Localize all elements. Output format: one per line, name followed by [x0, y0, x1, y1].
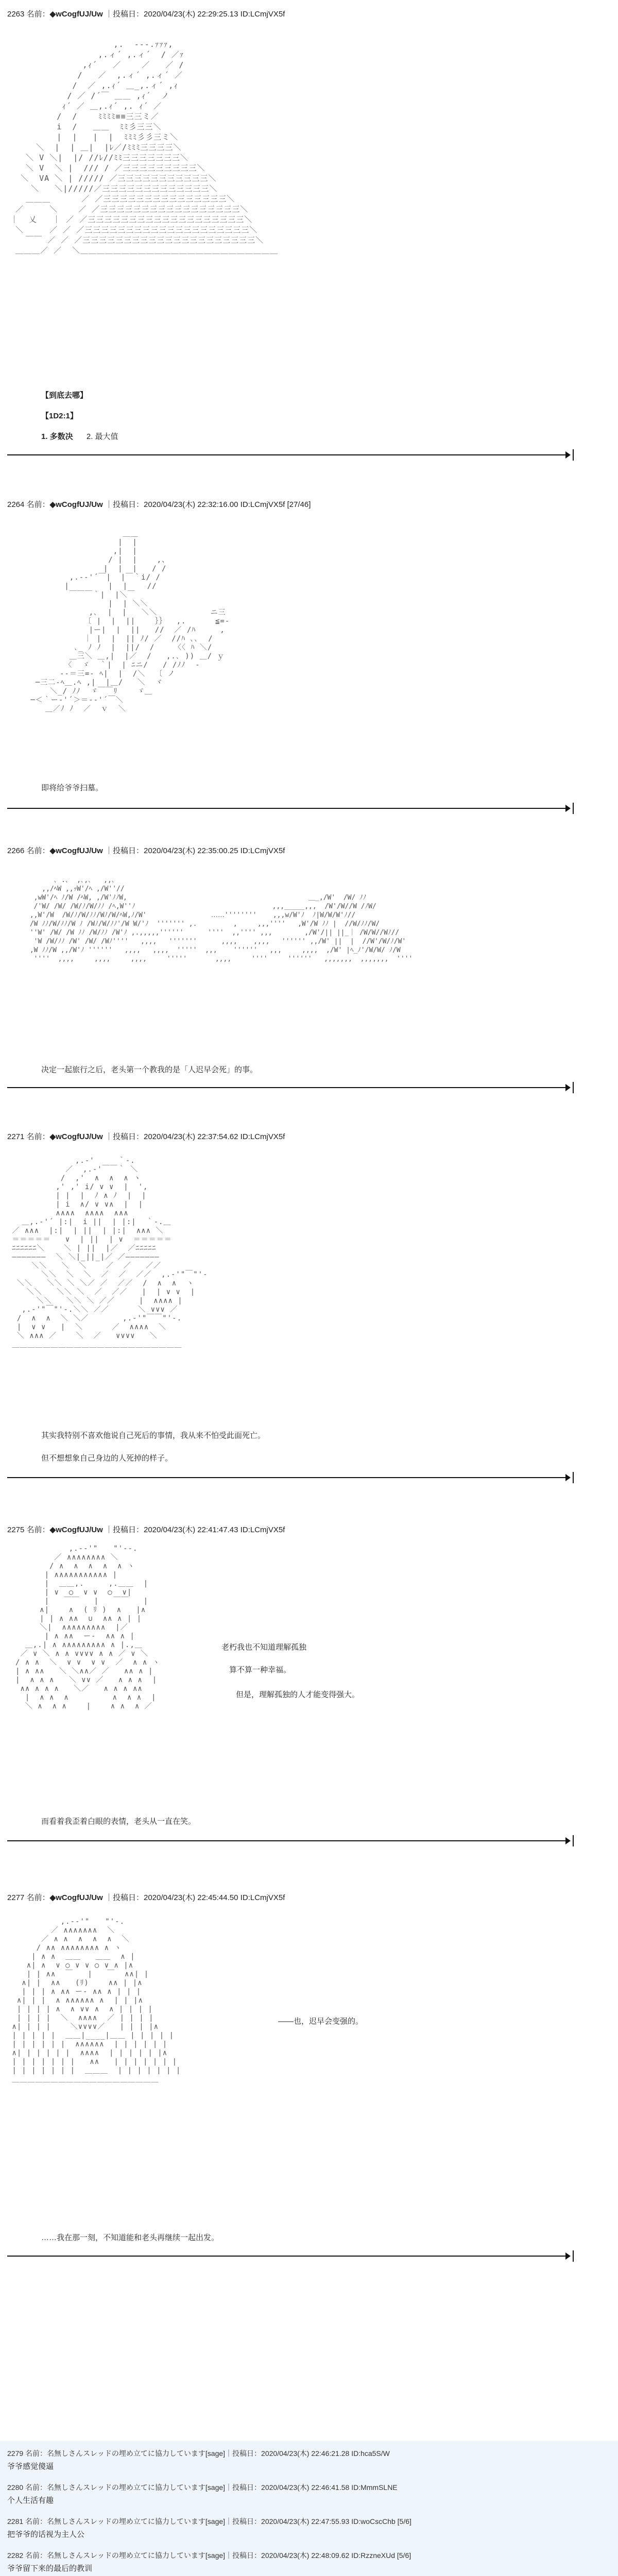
- comment-2282: [7, 2550, 610, 2573]
- post-date: 2020/04/23(木) 22:32:16.00: [144, 500, 238, 509]
- comment-number: 2280: [7, 2483, 24, 2492]
- post-options: [41, 431, 118, 442]
- ascii-art-hat-figure: ,. --‐.ｧｧｧ, ,.ィ´ ,.ィ´ / ／ｧ ,ｨ´ ／ ／ ／ / / ／ ,.ィ´ ,.ィ´ ／ / ／ ,.ｨ´ ＿_,.ィ´ ,ｨ / ／ /´￣ ＿＿ ,ｨ´ ノ ｨ´ ／ ＿,.ｨ´ ,. ｨ´ ／ / / ﾐﾐﾐﾐ≡≡三三ミ／ i / ＿＿ ﾐﾐ彡三三＼ | | | | ﾐﾐﾐ彡彡三ミ＼ ＼ | | ＿| |ﾚ／/ﾐﾐﾐ三三三三＼ ＼ V ＼| |/ //ﾚ//ﾐﾐ三三三三三三三＼ ＼ V ＼ | /// / ／三三三三三三三三三＼ ＼ VA ＼ | ///// ／三三三三三三三三三三三＼ ＼ ＼|/////／三三三三三三三三三三三三三＼ ＿＿＿ ／ ／三三三三三三三三三三三三三三三＼ ／ ＼ ／ ／三三三三三三三三三三三三三三三三三＼ ｜ 乂 ｜ ／ ／三三三三三三三三三三三三三三三三三三三＼ ＼ ／ ／ ／三三三三三三三三三三三三三三三三三三三三＼ ￣￣ ／ ／ ／三三三三三三三三三三三三三三三三三三三三三＼ ＿＿＿／ ／ ＼＿＿＿＿＿＿＿＿＿＿＿＿＿＿＿＿＿＿＿＿＿＿＿＿: [10, 40, 279, 255]
- poster-trip[interactable]: ◆wCogfUJ/Uw: [49, 1526, 103, 1534]
- commenter-name: 名無しさんスレッドの埋め立てに協力しています: [47, 2449, 205, 2458]
- dialogue-line: 但是，理解孤独的人才能变得强大。: [236, 1690, 360, 1699]
- post-number: 2264: [7, 500, 25, 509]
- name-label: 名前: [26, 500, 42, 509]
- name-label: 名前: [26, 10, 42, 19]
- poster-trip[interactable]: ◆wCogfUJ/Uw: [49, 1893, 103, 1902]
- post-text-line: ……我在那一刻，不知道能和老头再继续一起出发。: [41, 2233, 219, 2242]
- sage-tag: [sage]: [205, 2449, 226, 2458]
- name-label: 名前: [26, 846, 42, 855]
- post-header: 2264 名前：◆wCogfUJ/Uw ｜投稿日：2020/04/23(木) 22:32:16.00 ID:LCmjVX5f [27/46]: [7, 500, 311, 509]
- post-text-line: 即将给爷爷扫墓。: [41, 784, 104, 792]
- poster-trip[interactable]: ◆wCogfUJ/Uw: [49, 1132, 103, 1141]
- post-date: 2020/04/23(木) 22:41:47.43: [144, 1526, 238, 1534]
- poster-trip[interactable]: ◆wCogfUJ/Uw: [49, 500, 103, 509]
- commenter-name: 名無しさんスレッドの埋め立てに協力しています: [47, 2483, 205, 2492]
- post-divider: [7, 1840, 569, 1841]
- post-header: 2266 名前：◆wCogfUJ/Uw ｜投稿日：2020/04/23(木) 22:35:00.25 ID:LCmjVX5f: [7, 846, 285, 855]
- comment-date: 2020/04/23(木) 22:46:21.28: [261, 2449, 350, 2458]
- sage-tag: [sage]: [205, 2517, 226, 2526]
- name-label: 名前: [26, 1526, 42, 1534]
- post-date: 2020/04/23(木) 22:45:44.50: [144, 1893, 238, 1902]
- dialogue-line: 算不算一种幸福。: [229, 1666, 291, 1674]
- option-1: 1. 多数决: [41, 432, 73, 441]
- comment-list: [0, 2441, 618, 2576]
- post-divider: [7, 808, 569, 809]
- comment-text: 个人生活有趣: [7, 2496, 54, 2505]
- poster-trip[interactable]: ◆wCogfUJ/Uw: [49, 846, 103, 855]
- post-divider: [7, 1087, 569, 1088]
- date-label: 投稿日: [112, 846, 136, 855]
- post-text-line: 决定一起旅行之后，老头第一个教我的是「人迟早会死」的事。: [41, 1065, 258, 1074]
- comment-header: 2280 名前：名無しさんスレッドの埋め立てに協力しています[sage]｜投稿日：2020/04/23(木) 22:46:41.58 ID:MmmSLNE: [7, 2483, 398, 2492]
- date-label: 投稿日: [112, 1132, 136, 1141]
- post-divider: [7, 1477, 569, 1478]
- post-text-line: 【到底去哪】: [41, 391, 88, 400]
- post-date: 2020/04/23(木) 22:37:54.62: [144, 1132, 238, 1141]
- post-divider: [7, 2256, 569, 2257]
- ascii-art-grass-field: ､ .､ ,､,､ ,,､ ,,/ﾍW ,,ｯW'/ﾍ ,/W''// ,wW'/ﾍ ﾉ/W /ﾍW, ,/W'ﾉﾉW, ＿_,/W' /W/ ﾉﾉ /'W/ /W/ /W/ﾉ/W/ﾉﾉ /ﾍ,W''ﾉ ,,,_____,,, /W'/W//W /ﾉW/ ,,W'/W /W/ﾉ/W/ﾉﾉ/Wﾉ/W/ﾍW,ﾉ/W' ‥‥‥'''''''' ,,,w/W'ﾉ ﾉ|W/W/W'ﾉ// /W ﾉﾉ/W/ﾉﾉ/W ﾉ /Wﾉ/W/ﾉﾉ'/W W/'ﾉ ''''''' ,. , ,,,'''' ,W'/W ﾉﾉ | //W/ﾉﾉ/W/ ''W' /W/ /W ﾉﾉ /W/ﾉﾉ /W'ﾉ ,.,,,,,'''''' '''' ,,'''' ,,, ,/W'/|| ||_｜ /W/W//Wﾉ// 'W /W/ﾉﾉ /W' /W/ /Wﾉ'''' ,,,, ''''''' ,,,, ,,,, '''''' ,,/W' || | //W'/W/ﾉ/W' ,W ﾉﾉ/W ,,/W'ﾉ '''''' ,,,, ,,,, ''''' ,,, '''''' ,,, ,,,, ,/W' |ﾍ_ﾉ'/W/W/ ﾉ/W '''' ,,,, ,,,, ,,,, ''''' ,,,, '''' '''''' ,,,,,,, ,,,,,,, '''': [29, 876, 413, 963]
- poster-id[interactable]: ID:LCmjVX5f: [240, 10, 285, 19]
- commenter-name: 名無しさんスレッドの埋め立てに協力しています: [47, 2517, 205, 2526]
- sage-tag: [sage]: [205, 2483, 226, 2492]
- post-number: 2271: [7, 1132, 25, 1141]
- poster-id[interactable]: ID:LCmjVX5f: [240, 1132, 285, 1141]
- post-text-line: 而看着我歪着白眼的表情，老头从一直在笑。: [41, 1817, 196, 1826]
- date-label: 投稿日: [112, 1893, 136, 1902]
- post-number: 2277: [7, 1893, 25, 1902]
- poster-trip[interactable]: ◆wCogfUJ/Uw: [49, 10, 103, 19]
- date-label: 投稿日: [112, 500, 136, 509]
- post-date: 2020/04/23(木) 22:35:00.25: [144, 846, 238, 855]
- date-label: 投稿日: [232, 2551, 254, 2560]
- dialogue-line: 老朽我也不知道理解孤独: [221, 1643, 307, 1652]
- comment-2280: [7, 2482, 610, 2505]
- comment-date: 2020/04/23(木) 22:48:09.62: [261, 2551, 350, 2560]
- comment-text: 把爷爷的话视为主人公: [7, 2530, 85, 2539]
- name-label: 名前: [25, 2483, 40, 2492]
- option-2: 2. 最大值: [86, 432, 118, 441]
- poster-id[interactable]: ID:LCmjVX5f: [240, 1893, 285, 1902]
- poster-id[interactable]: ID:LCmjVX5f [27/46]: [240, 500, 311, 509]
- ascii-art-grave-marker: ＿＿ | | ,| | / | | ,、 | | | / / ,.-‐'´￣| |￣｀i/ / | | | // ￣￣￣｀| |＼￣ | | ＼＼ ,､ | | ＼＼ ニ三 〔 | | || ｝｝ ,. ≦=- |ー| | || // ／ /ﾊ , ｜ | | || ﾉ/ ／ //ﾊ ､､ / ､_ ﾉ ﾉ | ||/ / 〈〈 ﾊ ＼/ ＿三＼ ＿,| |／ / ,.､ )) ＿/ ｙ 〈 ゞ ｀| | ﾆニ/ / /ﾉﾉ ‐ ‐-＝三=‐ ﾍ| | /＼ 〔 ノ ─三二‐ﾍ＿.ﾍ ,| |＿/ ＼ ヾ ＼_/ ﾉﾉ ゞ￣￣ﾘ ゞ＿ ─＜｀ー‐'´＞＝-‐'´￣＼ ＿／ﾉ ﾉ ／ ｖ ＼: [30, 530, 230, 713]
- commenter-name: 名無しさんスレッドの埋め立てに協力しています: [47, 2551, 205, 2560]
- post-number: 2263: [7, 10, 25, 19]
- comment-header: 2282 名前：名無しさんスレッドの埋め立てに協力しています[sage]｜投稿日：2020/04/23(木) 22:48:09.62 ID:RzzneXUd [5/6]: [7, 2551, 411, 2560]
- comment-date: 2020/04/23(木) 22:46:41.58: [261, 2483, 350, 2492]
- commenter-id[interactable]: ID:RzzneXUd [5/6]: [351, 2551, 411, 2560]
- post-text-line: 【1D2:1】: [41, 412, 78, 420]
- comment-date: 2020/04/23(木) 22:47:55.93: [261, 2517, 350, 2526]
- name-label: 名前: [25, 2551, 40, 2560]
- post-number: 2275: [7, 1526, 25, 1534]
- comment-header: 2279 名前：名無しさんスレッドの埋め立てに協力しています[sage]｜投稿日：2020/04/23(木) 22:46:21.28 ID:hca5S/W: [7, 2449, 390, 2458]
- post-header: 2275 名前：◆wCogfUJ/Uw ｜投稿日：2020/04/23(木) 22:41:47.43 ID:LCmjVX5f: [7, 1526, 285, 1534]
- date-label: 投稿日: [232, 2449, 254, 2458]
- comment-2281: [7, 2516, 610, 2539]
- comment-number: 2281: [7, 2517, 24, 2526]
- date-label: 投稿日: [112, 1526, 136, 1534]
- post-text-line: 但不想想象自己身边的人死掉的样子。: [41, 1454, 173, 1463]
- comment-number: 2279: [7, 2449, 24, 2458]
- commenter-id[interactable]: ID:woCscChb [5/6]: [351, 2517, 411, 2526]
- name-label: 名前: [25, 2449, 40, 2458]
- post-text-line: 其实我特别不喜欢他说自己死后的事情，我从来不怕受此面死亡。: [41, 1431, 266, 1440]
- post-header: 2263 名前：◆wCogfUJ/Uw ｜投稿日：2020/04/23(木) 22:29:25.13 ID:LCmjVX5f: [7, 10, 285, 19]
- comment-2279: [7, 2448, 610, 2471]
- comment-header: 2281 名前：名無しさんスレッドの埋め立てに協力しています[sage]｜投稿日：2020/04/23(木) 22:47:55.93 ID:woCscChb [5/6]: [7, 2517, 411, 2526]
- date-label: 投稿日: [112, 10, 136, 19]
- comment-number: 2282: [7, 2551, 24, 2560]
- ascii-art-praying-figure: ,.‐'￣￣￣｀‐. ／ ,.‐'￣￣｀ ＼ / ,' ∧ ∧ ∧ ヽ ,' ,' i/ ∨ ∨ | ', | | | ﾉ ∧ ﾉ | | | i ∧/ ∨ ∨∧ | | ∧∧∧∧ ∧∧∧∧ ∧∧∧ ＿,.‐'´ |:| i || | |:| ｀‐.＿ ／ ∧∧∧ |:| | || | |:| ∧∧∧ ＼ ＝＝＝＝＝ ∨ | || | ∨ ＝＝＝＝＝ ﾆﾆﾆﾆﾆﾆ＼ ＼ | || |／ ／ﾆﾆﾆﾆﾆ ――――――― ＼ ＼|_||_|／ ／――――――― ＼＼ ＼ ＼ ／ ／ ／／ ＼＼ ＼ ＼ ／ ／ ／／ ,.-'"￣"'‐ ＼＼ ＼＼ ＼ ＼／ ／ ／／ / ∧ ∧ ヽ ＼＼ ＼＼ ＼ ／ ／／ | | ∨ ∨ | ＼＼ ＼＼ ＼ ／／ | ∧∧∧∧ | ,.-'"￣"'-.＼＼ ／／ ＼ ∨∨∨ ／ / ∧ ∧ ＼ ＼／ ,.-'"￣￣"'‐. | ∨ ∨ | ＼ ／ ∧∧∧∧ ＼ ＼ ∧∧∧ ／ ＼ ／ ∨∨∨∨ ＼ ＿＿＿＿＿＿＿＿＿＿＿＿＿＿＿＿＿＿＿＿＿＿: [12, 1157, 208, 1349]
- post-date: 2020/04/23(木) 22:29:25.13: [144, 10, 238, 19]
- dialogue-line: ——也，迟早会变强的。: [278, 2017, 364, 2026]
- post-number: 2266: [7, 846, 25, 855]
- name-label: 名前: [26, 1132, 42, 1141]
- commenter-id[interactable]: ID:MmmSLNE: [351, 2483, 398, 2492]
- comment-text: 爷爷留下来的最后的教训: [7, 2564, 93, 2573]
- ascii-art-old-man-face: ,.-‐'"￣￣"'‐-. ／ ∧∧∧∧∧∧∧∧ ＼ / ∧ ∧ ∧ ∧ ∧ ヽ | ∧∧∧∧∧∧∧∧∧∧∧ | | ＿＿,. ,.＿＿ | | ∨ ○ ∨ ∨ ○ ∨| | ￣￣ | ￣￣ | ∧| ∧ ( ﾘ ) ∧ |∧ | | ∧ ∧∧ ∪ ∧∧ ∧ | | ＼| ∧∧∧∧∧∧∧∧∧ |／ | ∧ ∧∧ ー‐ ∧∧ ∧ | ＿,.| ∧ ∧∧∧∧∧∧∧∧∧ ∧ |.,＿ ／ ∨ ＼ ∧ ∧ ∨∨∨∨ ∧ ∧ ／ ∨ ＼ / ∧ ∧ ＼ ∨ ∨ ∨ ∨ ／ ∧ ∧ ヽ | ∧ ∧∧ ＼ ＼∧∧／ ／ ∧∧ ∧ | | ∧ ∧ ∧ ＼ ∨∨ ／ ∧ ∧ ∧ | ∧∧ ∧ ∧ ∧ ＼／ ∧ ∧ ∧ ∧∧ | ∧ ∧ ∧ ∧ ∧ ∧ | ＼ ∧ ∧ ∧ | ∧ ∧ ∧ ／: [15, 1545, 160, 1710]
- post-header: 2271 名前：◆wCogfUJ/Uw ｜投稿日：2020/04/23(木) 22:37:54.62 ID:LCmjVX5f: [7, 1132, 285, 1141]
- commenter-id[interactable]: ID:hca5S/W: [351, 2449, 390, 2458]
- name-label: 名前: [26, 1893, 42, 1902]
- sage-tag: [sage]: [205, 2551, 226, 2560]
- name-label: 名前: [25, 2517, 40, 2526]
- post-divider: [7, 454, 569, 455]
- date-label: 投稿日: [232, 2517, 254, 2526]
- comment-text: 爷爷感觉傻逼: [7, 2462, 54, 2471]
- ascii-art-hooded-figure: ,.-‐'"￣￣"'‐. ／ ∧∧∧∧∧∧∧ ＼ ／ ∧ ∧ ∧ ∧ ∧ ＼ / ∧∧ ∧∧∧∧∧∧∧∧ ∧ ヽ | ∧ ∧ ＿＿ ＿＿ ∧ | ∧| ∧ ∨ ○ ∨ ∨ ○ ∨ ∧ |∧ | | ∧∧ ￣ | ￣ ∧∧| | ∧| | ∧∧ (ﾘ) ∧∧ | |∧ | | | ∧ ∧∧ ー‐ ∧∧ ∧ | | | ∧| | | ∧ ∧∧∧∧∧∧ ∧ | | |∧ | | | | ∧ ∧ ∨∨ ∧ ∧ | | | | | | | | ＼ ∧∧∧∧ ／ | | | | ∧| | | | ＼∨∨∨∨／ | | | |∧ | | | | | ＿＿|____|＿＿ | | | | | | | | | | | ∧∧∧∧∧∧ | | | | | | ∧| | | | | | ∧∧∧∧ | | | | | |∧ | | | | | | | ∧∧ | | | | | | | | | | | | | | ＿＿＿ | | | | | | | ＿＿＿＿＿＿＿＿＿＿＿＿＿＿＿＿＿＿＿: [12, 1918, 181, 2083]
- post-header: 2277 名前：◆wCogfUJ/Uw ｜投稿日：2020/04/23(木) 22:45:44.50 ID:LCmjVX5f: [7, 1893, 285, 1902]
- poster-id[interactable]: ID:LCmjVX5f: [240, 846, 285, 855]
- poster-id[interactable]: ID:LCmjVX5f: [240, 1526, 285, 1534]
- date-label: 投稿日: [232, 2483, 254, 2492]
